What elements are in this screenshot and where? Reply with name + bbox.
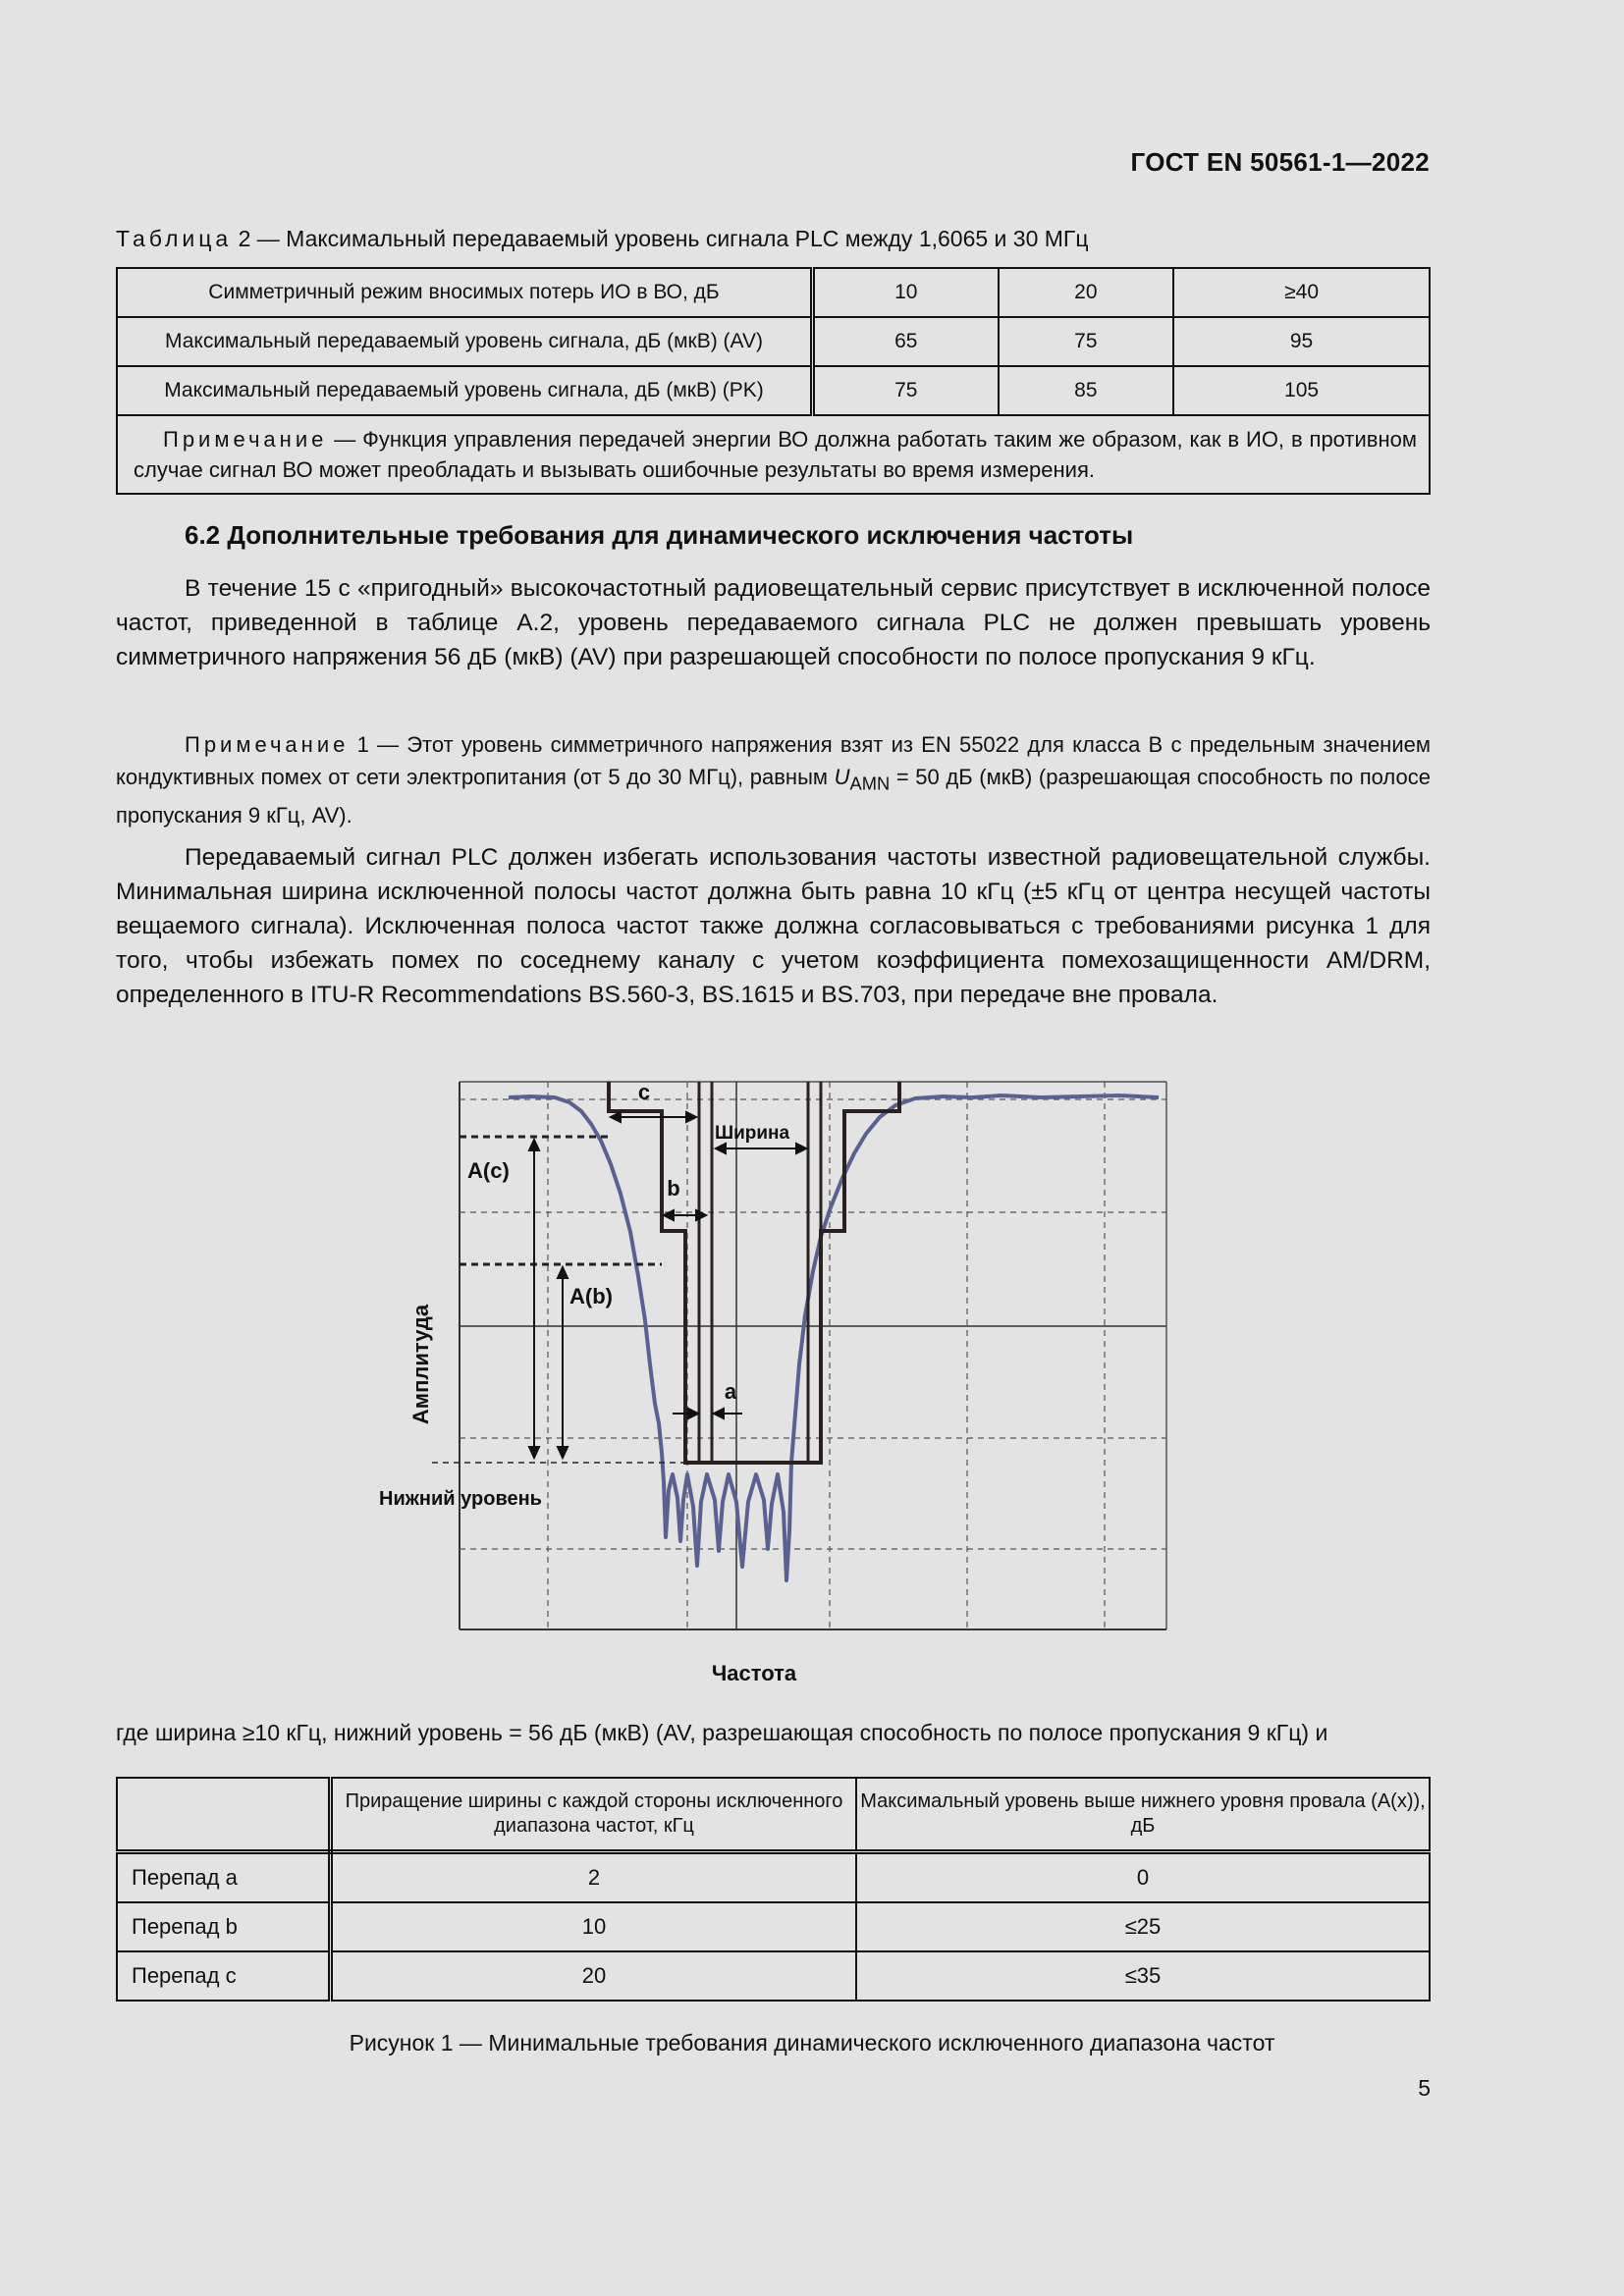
label-width: Ширина: [715, 1123, 790, 1144]
plot-grid: [460, 1082, 1166, 1629]
table-2-cell: 10: [813, 268, 999, 317]
table-2: [116, 267, 1431, 495]
table-2-cell: 95: [1173, 317, 1430, 366]
table-3-cell: 20: [331, 1951, 857, 2001]
section-heading: 6.2 Дополнительные требования для динамического исключения частоты: [185, 520, 1134, 550]
table-3-row-label: Перепад c: [117, 1951, 331, 2001]
table-3: [116, 1777, 1431, 2002]
table-3-header: Максимальный уровень выше нижнего уровня провала (A(x)), дБ: [856, 1778, 1430, 1852]
table-2-cell: 65: [813, 317, 999, 366]
table-2-cell: 75: [813, 366, 999, 415]
table-3-row-label: Перепад a: [117, 1852, 331, 1903]
table-row: [117, 317, 1430, 366]
note-1: [116, 728, 1431, 831]
note-1-text-a: 1 — Этот уровень симметричного напряжения взят из EN 55022 для класса В с предельным значением кондуктивных помех от сети электропитания (от 5 до 30 МГц), равным: [116, 732, 1431, 789]
table-2-caption: [116, 226, 1089, 252]
table-row: [117, 1951, 1430, 2001]
where-text: где ширина ≥10 кГц, нижний уровень = 56 дБ (мкВ) (AV, разрешающая способность по полосе пропускания 9 кГц) и: [116, 1720, 1328, 1745]
table-2-label: Максимальный передаваемый уровень сигнала, дБ (мкВ) (PK): [117, 366, 813, 415]
table-2-label: Симметричный режим вносимых потерь ИО в ВО, дБ: [117, 268, 813, 317]
table-3-cell: 2: [331, 1852, 857, 1903]
table-3-cell: 0: [856, 1852, 1430, 1903]
label-floor: Нижний уровень: [379, 1488, 542, 1510]
table-2-note-text: — Функция управления передачей энергии ВО должна работать таким же образом, как в ИО, в противном случае сигнал ВО может преобладать и вызывать ошибочные результаты во время измерения.: [134, 427, 1417, 482]
table-2-caption-prefix: Таблица: [116, 226, 233, 251]
figure-caption: Рисунок 1 — Минимальные требования динамического исключенного диапазона частот: [349, 2030, 1275, 2056]
label-b: b: [667, 1176, 680, 1201]
label-a: a: [724, 1379, 737, 1404]
signal-curve: [509, 1095, 1159, 1580]
table-3-row-label: Перепад b: [117, 1902, 331, 1951]
table-2-caption-text: 2 — Максимальный передаваемый уровень сигнала PLC между 1,6065 и 30 МГц: [238, 226, 1089, 251]
document-id-header: ГОСТ EN 50561-1—2022: [1130, 147, 1430, 177]
table-2-cell: ≥40: [1173, 268, 1430, 317]
paragraph-2: Передаваемый сигнал PLC должен избегать использования частоты известной радиовещательной службы. Минимальная ширина исключенной полосы частот должна быть равна 10 кГц (±5 кГц от центра несущей частоты вещаемого сигнала). Исключенная полоса частот также должна согласовываться с требованиями рисунка 1 для того, чтобы избежать помех по соседнему каналу с учетом коэффициента помехозащищенности AM/DRM, определенного в ITU-R Recommendations BS.560-3, BS.1615 и BS.703, при передаче вне провала.: [116, 844, 1431, 1008]
table-3-cell: ≤35: [856, 1951, 1430, 2001]
table-3-cell: ≤25: [856, 1902, 1430, 1951]
table-2-cell: 75: [999, 317, 1174, 366]
page-number: 5: [1418, 2075, 1431, 2101]
table-row: [117, 1852, 1430, 1903]
note-1-u-letter: U: [834, 765, 850, 789]
label-ab: A(b): [569, 1284, 613, 1308]
label-ac: A(c): [467, 1158, 510, 1183]
x-axis-label: Частота: [711, 1661, 797, 1685]
table-2-label: Максимальный передаваемый уровень сигнала, дБ (мкВ) (AV): [117, 317, 813, 366]
note-1-prefix: Примечание: [185, 732, 350, 757]
y-axis-label: Амплитуда: [408, 1304, 433, 1425]
note-1-u-subscript: AMN: [849, 773, 891, 794]
table-row: [117, 1778, 1430, 1852]
table-3-cell: 10: [331, 1902, 857, 1951]
figure-1-diagram: [373, 1070, 1188, 1698]
table-3-header: [117, 1778, 331, 1852]
table-2-note-prefix: Примечание: [163, 427, 328, 452]
label-c: c: [637, 1080, 651, 1104]
note-1-text-b: = 50 дБ (мкВ) (разрешающая способность по полосе пропускания 9 кГц, AV).: [116, 765, 1431, 828]
table-row: [117, 268, 1430, 317]
table-2-cell: 20: [999, 268, 1174, 317]
table-row: [117, 1902, 1430, 1951]
table-2-cell: 85: [999, 366, 1174, 415]
table-3-header: Приращение ширины с каждой стороны исключенного диапазона частот, кГц: [331, 1778, 857, 1852]
table-row: [117, 366, 1430, 415]
table-2-cell: 105: [1173, 366, 1430, 415]
table-2-note-row: [117, 415, 1430, 494]
table-2-note: [117, 415, 1430, 494]
paragraph-1: В течение 15 с «пригодный» высокочастотный радиовещательный сервис присутствует в исключенной полосе частот, приведенной в таблице А.2, уровень передаваемого сигнала PLC не должен превышать уровень симметричного напряжения 56 дБ (мкВ) (AV) при разрешающей способности по полосе пропускания 9 кГц.: [116, 575, 1431, 670]
